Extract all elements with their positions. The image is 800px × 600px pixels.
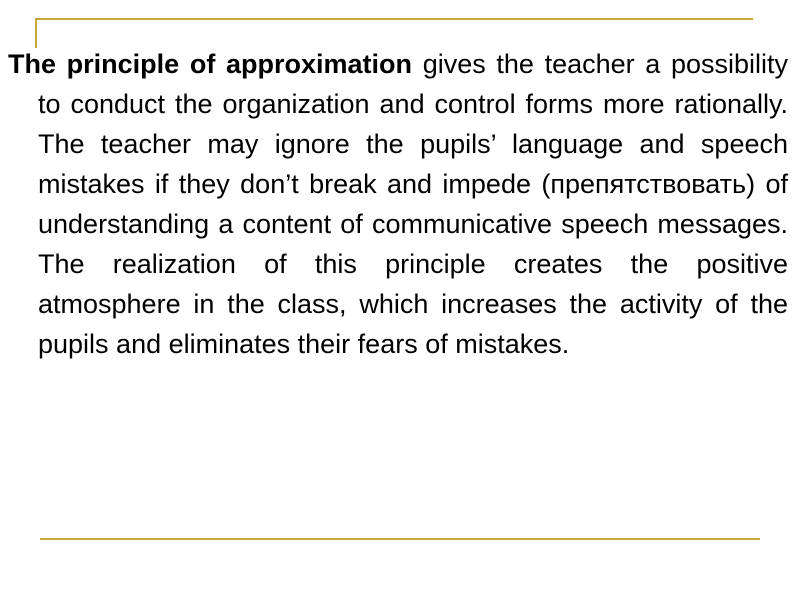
paragraph	[8, 44, 788, 364]
paragraph-body: gives the teacher a possibility to conduct the organization and control forms more rationally. The teacher may ignore the pupils’ language and speech mistakes if they don’t break and impede (препятствовать) of understanding a content of communicative speech messages. The realization of this principle creates the positive atmosphere in the class, which increases the activity of the pupils and eliminates their fears of mistakes.	[38, 49, 788, 359]
bold-lead: The principle of approximation	[8, 49, 413, 79]
slide-body	[8, 44, 788, 364]
top-decorative-rule	[35, 18, 753, 20]
bottom-decorative-rule	[40, 538, 760, 540]
